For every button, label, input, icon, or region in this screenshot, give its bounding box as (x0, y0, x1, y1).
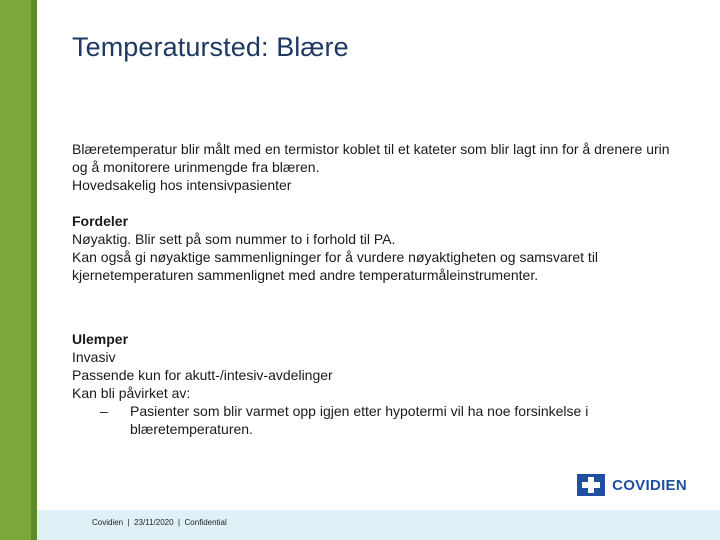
disadvantage-line: Passende kun for akutt-/intesiv-avdelinger (72, 367, 333, 383)
slide-body (72, 140, 672, 438)
intro-paragraph: Blæretemperatur blir målt med en termistor koblet til et kateter som blir lagt inn for å drenere urin og å monitorere urinmengde fra blæren. (72, 141, 670, 175)
advantages-heading: Fordeler (72, 213, 129, 229)
disadvantage-line: Invasiv (72, 349, 116, 365)
disadvantages-heading: Ulemper (72, 331, 129, 347)
covidien-logo (577, 474, 687, 496)
logo-text: COVIDIEN (612, 476, 687, 494)
footer-text: Covidien | 23/11/2020 | Confidential (92, 518, 227, 527)
slide-title: Temperatursted: Blære (72, 32, 349, 62)
disadvantage-line: Kan bli påvirket av: (72, 385, 191, 401)
advantage-line: Kan også gi nøyaktige sammenligninger for å vurdere nøyaktigheten og samsvaret til kjernetemperaturen sammenlignet med andre temperaturmåleinstrumenter. (72, 249, 599, 283)
left-accent-stripe (31, 0, 37, 540)
dash-bullet-icon: – (100, 403, 108, 419)
sub-bullet (100, 402, 672, 438)
left-accent-bar (0, 0, 37, 540)
cross-logo-icon (577, 474, 605, 496)
intro-note: Hovedsakelig hos intensivpasienter (72, 177, 292, 193)
advantage-line: Nøyaktig. Blir sett på som nummer to i forhold til PA. (72, 231, 396, 247)
sub-bullet-text: Pasienter som blir varmet opp igjen etter hypotermi vil ha noe forsinkelse i blæretemperaturen. (130, 403, 589, 437)
